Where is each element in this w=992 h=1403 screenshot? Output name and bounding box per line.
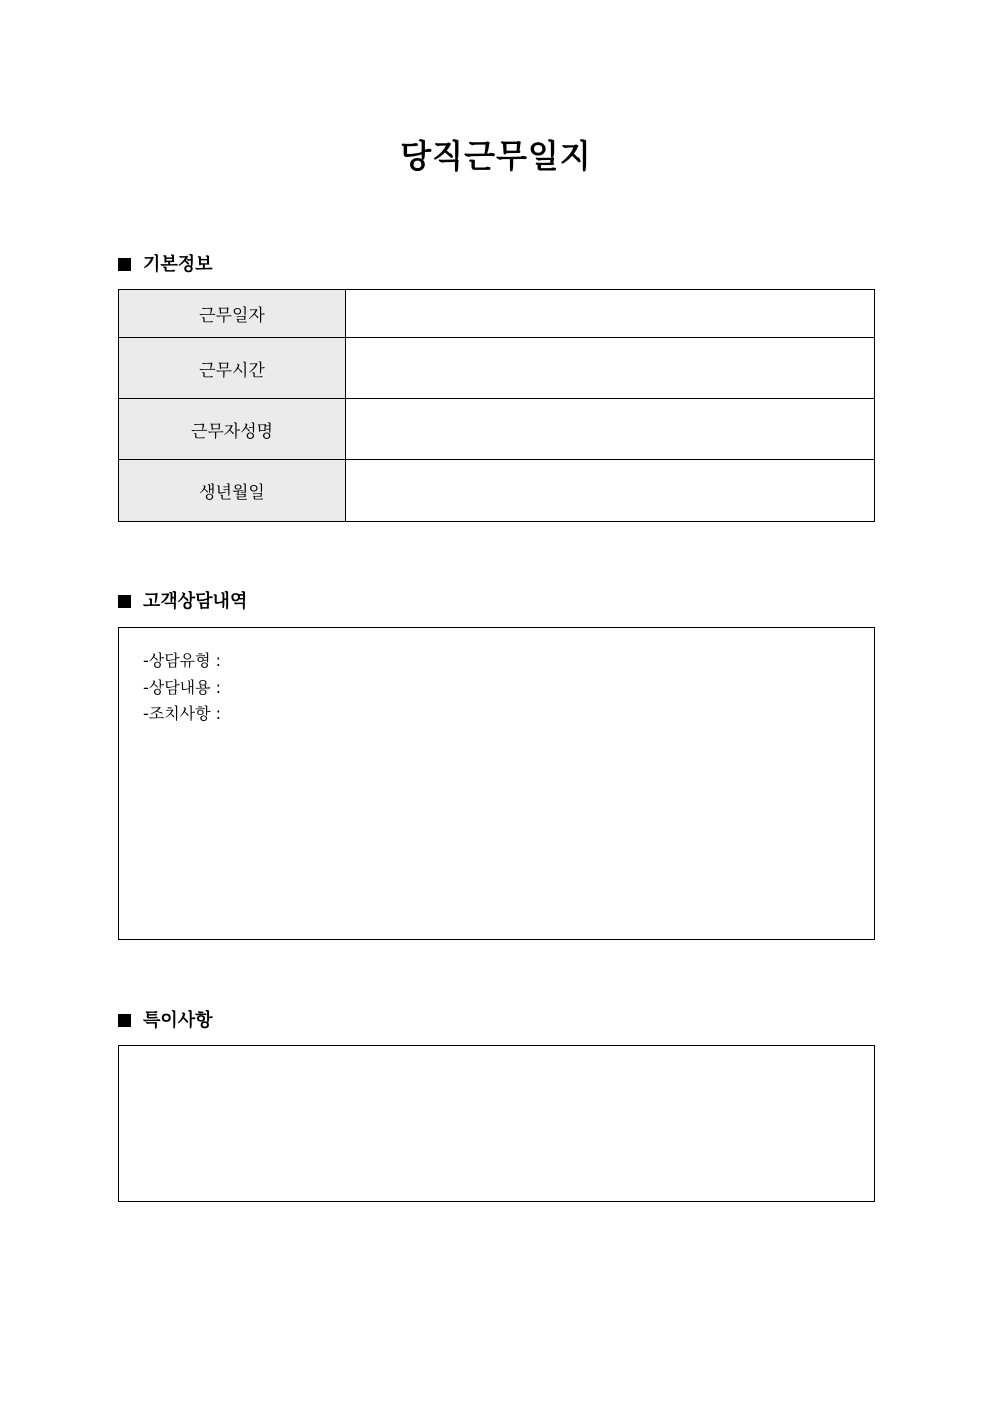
consultation-heading — [118, 590, 247, 614]
consultation-box[interactable] — [118, 627, 875, 940]
worker-name-label: 근무자성명 — [119, 399, 346, 460]
consult-content-line: -상담내용 : — [143, 677, 222, 697]
consultation-lines — [143, 648, 221, 728]
document-title: 당직근무일지 — [400, 137, 592, 175]
table-row — [119, 290, 875, 338]
birth-date-value[interactable] — [346, 460, 875, 522]
notes-heading — [118, 1009, 213, 1033]
worker-name-value[interactable] — [346, 399, 875, 460]
notes-heading-label: 특이사항 — [143, 1010, 213, 1031]
square-bullet-icon — [118, 595, 131, 608]
work-date-label: 근무일자 — [119, 290, 346, 338]
work-time-label: 근무시간 — [119, 338, 346, 399]
action-taken-line: -조치사항 : — [143, 704, 222, 723]
birth-date-label: 생년월일 — [119, 460, 346, 522]
table-row — [119, 460, 875, 522]
basic-info-table — [118, 289, 875, 522]
basic-info-heading — [118, 253, 213, 277]
table-row — [119, 399, 875, 460]
table-row — [119, 338, 875, 399]
consultation-heading-label: 고객상담내역 — [143, 591, 248, 612]
square-bullet-icon — [118, 258, 131, 271]
square-bullet-icon — [118, 1014, 131, 1027]
consult-type-line: -상담유형 : — [143, 651, 222, 670]
work-date-value[interactable] — [346, 290, 875, 338]
notes-box[interactable] — [118, 1045, 875, 1202]
work-time-value[interactable] — [346, 338, 875, 399]
basic-info-heading-label: 기본정보 — [143, 254, 213, 275]
